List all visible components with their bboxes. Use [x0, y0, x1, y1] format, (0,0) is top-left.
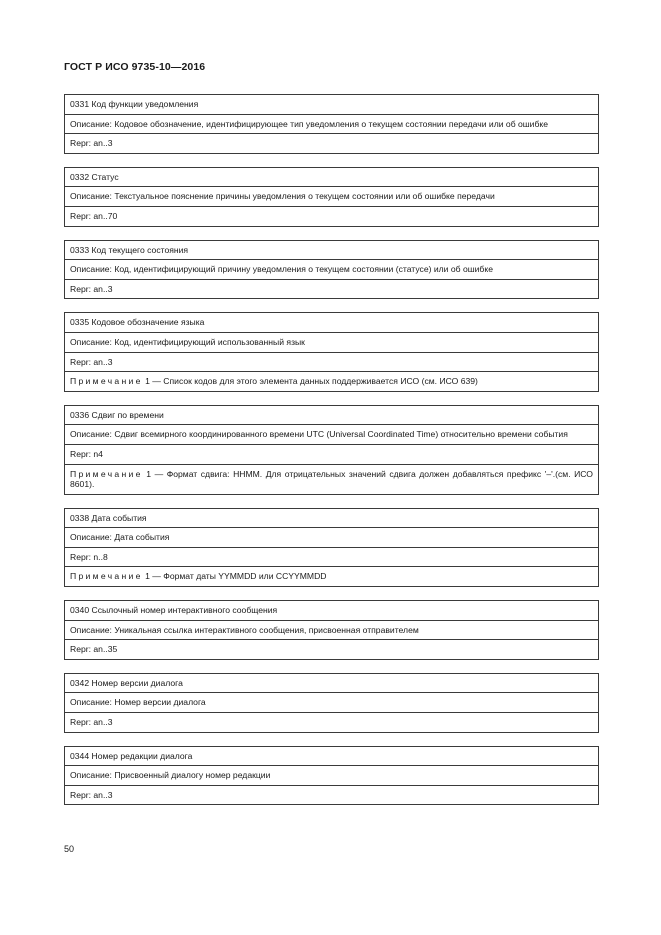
element-description: Описание: Кодовое обозначение, идентифицирующее тип уведомления о текущем состоянии передачи или об ошибке — [65, 114, 599, 134]
note-text: 1 — Список кодов для этого элемента данных поддерживается ИСО (см. ИСО 639) — [142, 376, 478, 387]
element-title: 0342 Номер версии диалога — [65, 673, 599, 693]
note-label: Примечание — [70, 376, 143, 387]
note-text: 1 — Формат даты YYMMDD или CCYYMMDD — [142, 571, 327, 582]
document-header: ГОСТ Р ИСО 9735-10—2016 — [64, 61, 206, 73]
element-repr: Repr: n4 — [65, 444, 599, 464]
element-repr: Repr: an..3 — [65, 134, 599, 154]
data-element-0340 — [64, 600, 599, 660]
element-description: Описание: Дата события — [65, 528, 599, 548]
element-title: 0331 Код функции уведомления — [65, 95, 599, 115]
element-description: Описание: Код, идентифицирующий использованный язык — [65, 332, 599, 352]
element-description: Описание: Код, идентифицирующий причину уведомления о текущем состоянии (статусе) или об ошибке — [65, 260, 599, 280]
element-repr: Repr: an..70 — [65, 206, 599, 226]
element-title: 0340 Ссылочный номер интерактивного сообщения — [65, 601, 599, 621]
data-element-0332 — [64, 167, 599, 227]
element-note — [65, 464, 599, 494]
data-element-0333 — [64, 240, 599, 300]
element-description: Описание: Сдвиг всемирного координированного времени UTC (Universal Coordinated Time) относительно времени события — [65, 425, 599, 445]
element-title: 0335 Кодовое обозначение языка — [65, 313, 599, 333]
element-note — [65, 567, 599, 587]
element-repr: Repr: an..3 — [65, 352, 599, 372]
data-element-0331 — [64, 94, 599, 154]
element-repr: Repr: an..35 — [65, 640, 599, 660]
element-repr: Repr: an..3 — [65, 785, 599, 805]
element-description: Описание: Уникальная ссылка интерактивного сообщения, присвоенная отправителем — [65, 620, 599, 640]
data-element-0342 — [64, 673, 599, 733]
note-text: 1 — Формат сдвига: HHMM. Для отрицательных значений сдвига должен добавляться префикс '–'.(см. ИСО 8601). — [70, 468, 593, 490]
element-description: Описание: Номер версии диалога — [65, 693, 599, 713]
element-title: 0338 Дата события — [65, 508, 599, 528]
data-element-0344 — [64, 746, 599, 806]
element-description: Описание: Присвоенный диалогу номер редакции — [65, 766, 599, 786]
element-title: 0332 Статус — [65, 167, 599, 187]
data-element-list — [64, 94, 599, 818]
data-element-0336 — [64, 405, 599, 495]
element-repr: Repr: an..3 — [65, 713, 599, 733]
note-label: Примечание — [70, 571, 143, 582]
data-element-0338 — [64, 508, 599, 587]
element-repr: Repr: n..8 — [65, 547, 599, 567]
page-number: 50 — [64, 844, 75, 854]
note-label: Примечание — [70, 468, 143, 479]
data-element-0335 — [64, 312, 599, 391]
element-title: 0333 Код текущего состояния — [65, 240, 599, 260]
element-title: 0344 Номер редакции диалога — [65, 746, 599, 766]
element-note — [65, 372, 599, 392]
element-repr: Repr: an..3 — [65, 279, 599, 299]
element-title: 0336 Сдвиг по времени — [65, 405, 599, 425]
element-description: Описание: Текстуальное пояснение причины уведомления о текущем состоянии или об ошибке передачи — [65, 187, 599, 207]
